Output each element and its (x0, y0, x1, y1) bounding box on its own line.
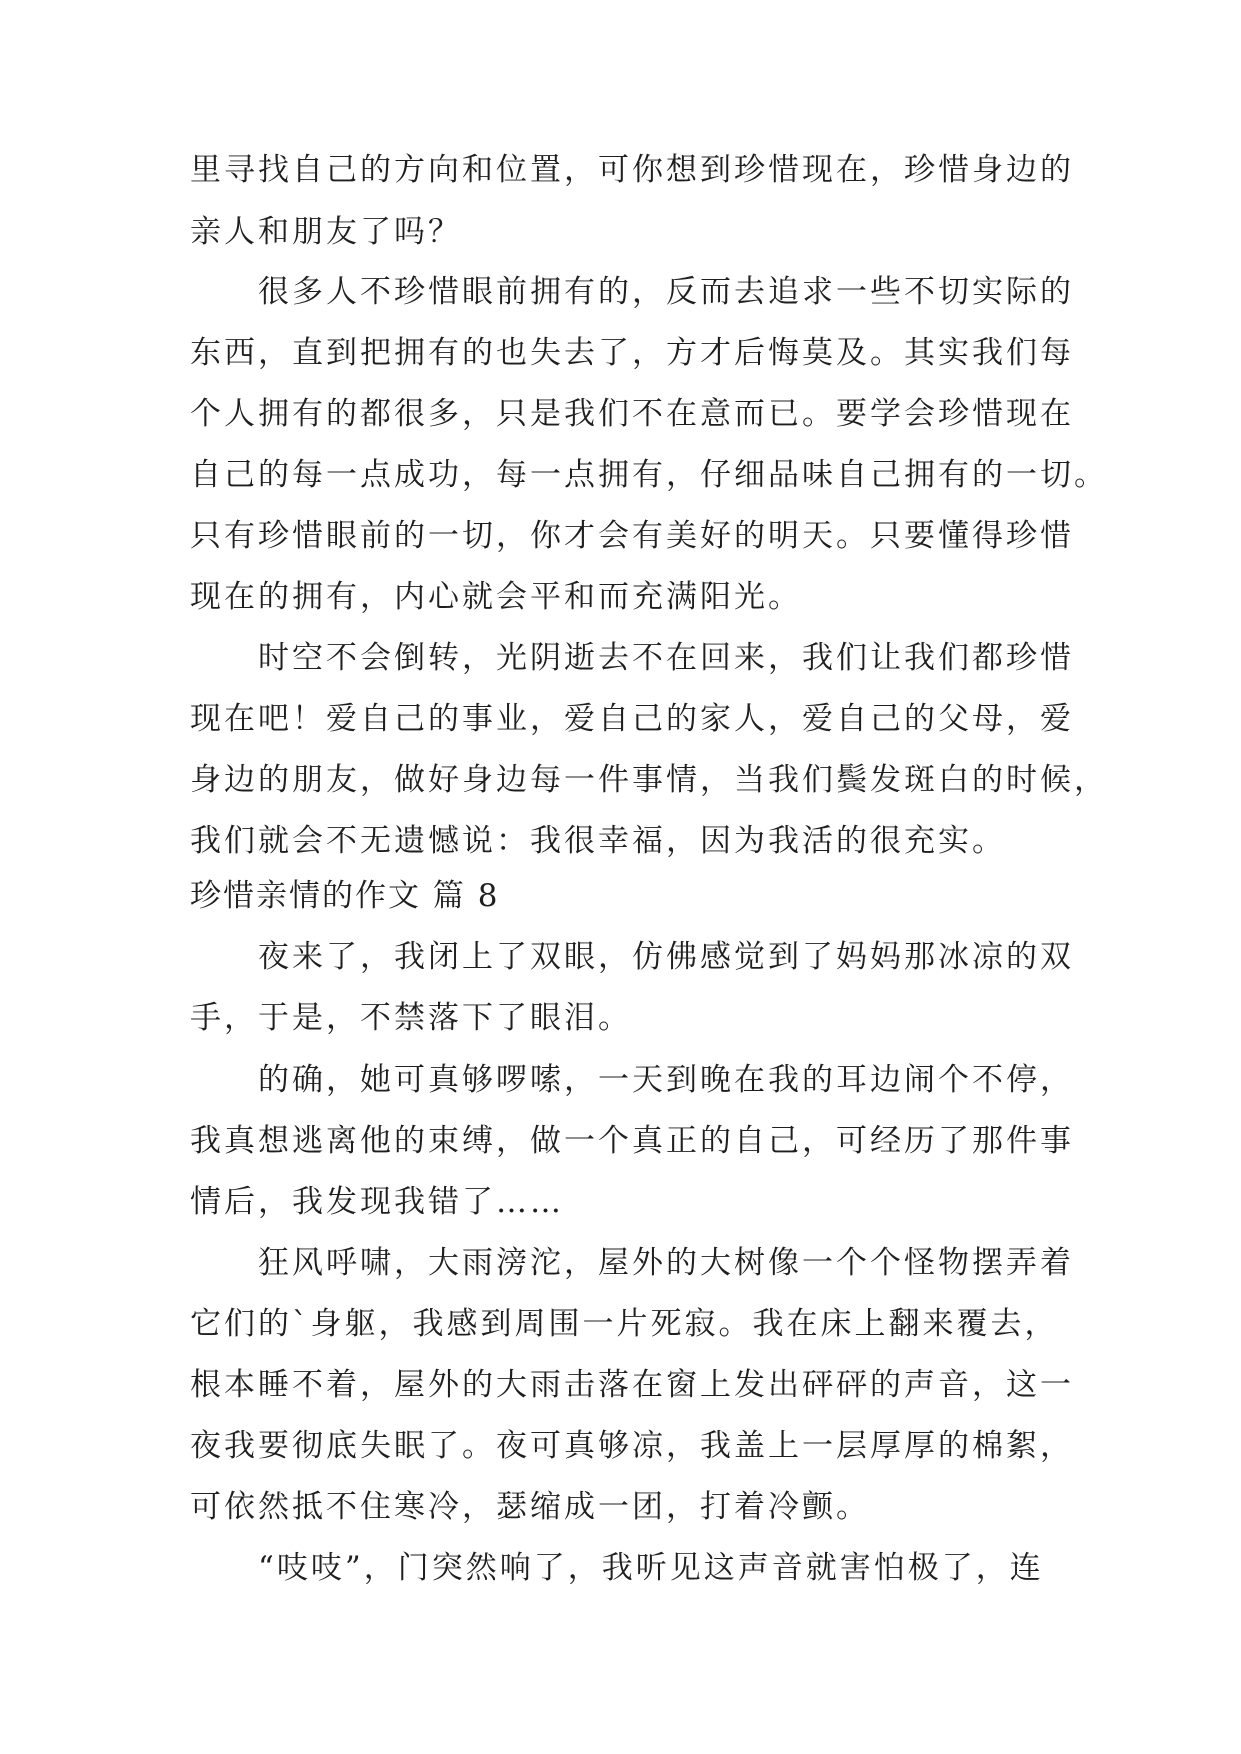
text-line: “吱吱”，门突然响了，我听见这声音就害怕极了，连 (190, 1550, 1044, 1586)
text-line: 现在吧！爱自己的事业，爱自己的家人，爱自己的父母，爱 (190, 701, 1074, 737)
text-line: 我真想逃离他的束缚，做一个真正的自己，可经历了那件事 (190, 1123, 1074, 1159)
text-line: 狂风呼啸，大雨滂沱，屋外的大树像一个个怪物摆弄着 (190, 1245, 1074, 1281)
text-line: 现在的拥有，内心就会平和而充满阳光。 (190, 579, 802, 615)
text-line: 手，于是，不禁落下了眼泪。 (190, 1000, 632, 1036)
text-line: 身边的朋友，做好身边每一件事情，当我们鬓发斑白的时候， (190, 762, 1108, 798)
text-line: 很多人不珍惜眼前拥有的，反而去追求一些不切实际的 (190, 274, 1074, 310)
text-line: 夜来了，我闭上了双眼，仿佛感觉到了妈妈那冰凉的双 (190, 939, 1074, 975)
text-line: 时空不会倒转，光阴逝去不在回来，我们让我们都珍惜 (190, 640, 1074, 676)
text-line: 可依然抵不住寒冷，瑟缩成一团，打着冷颤。 (190, 1489, 870, 1525)
text-line: 情后，我发现我错了…… (190, 1184, 564, 1220)
text-line: 只有珍惜眼前的一切，你才会有美好的明天。只要懂得珍惜 (190, 518, 1074, 554)
text-line: 它们的`身躯，我感到周围一片死寂。我在床上翻来覆去， (190, 1306, 1059, 1342)
text-line: 自己的每一点成功，每一点拥有，仔细品味自己拥有的一切。 (190, 457, 1108, 493)
text-line: 根本睡不着，屋外的大雨击落在窗上发出砰砰的声音，这一 (190, 1367, 1074, 1403)
text-line: 的确，她可真够啰嗦，一天到晚在我的耳边闹个不停， (190, 1062, 1074, 1098)
text-line: 夜我要彻底失眠了。夜可真够凉，我盖上一层厚厚的棉絮， (190, 1428, 1074, 1464)
text-line: 里寻找自己的方向和位置，可你想到珍惜现在，珍惜身边的 (190, 152, 1074, 188)
text-line: 我们就会不无遗憾说：我很幸福，因为我活的很充实。 (190, 823, 1006, 859)
text-line: 亲人和朋友了吗？ (190, 214, 462, 250)
text-line: 个人拥有的都很多，只是我们不在意而已。要学会珍惜现在 (190, 396, 1074, 432)
text-line: 东西，直到把拥有的也失去了，方才后悔莫及。其实我们每 (190, 335, 1074, 371)
section-heading: 珍惜亲情的作文 篇 8 (190, 878, 500, 914)
